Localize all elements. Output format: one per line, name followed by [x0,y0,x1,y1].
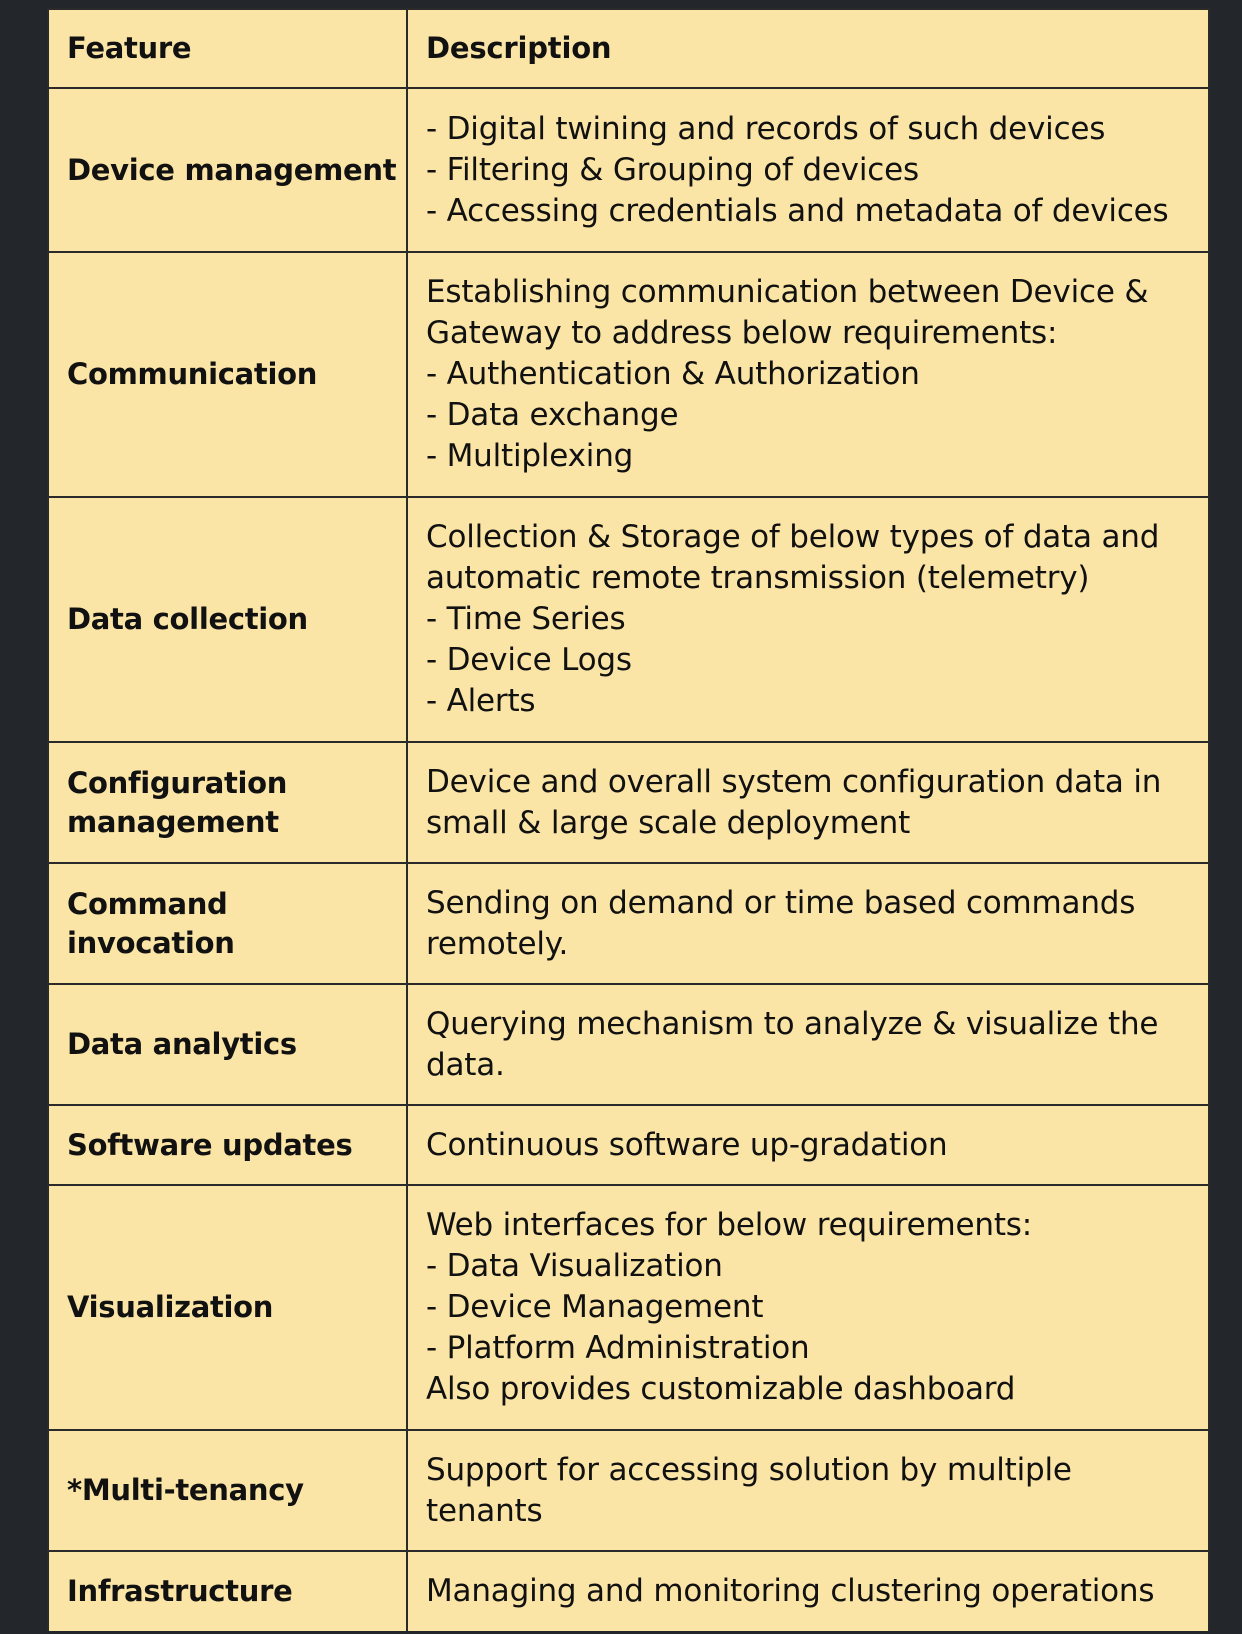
table-row [49,742,1208,863]
description-line: Gateway to address below requirements: [426,315,1058,351]
feature-cell [49,742,407,863]
description-line: Device and overall system configuration data in [426,763,1162,800]
description-line: - Accessing credentials and metadata of devices [426,192,1169,229]
description-line: remotely. [426,925,569,962]
description-cell [407,863,1208,984]
description-line: - Authentication & Authorization [426,356,920,392]
description-line: Web interfaces for below requirements: [426,1207,1032,1243]
description-line: - Platform Administration [426,1330,810,1366]
header-feature: Feature [49,10,407,88]
description-line: Sending on demand or time based commands [426,884,1136,921]
table-row [49,88,1208,252]
feature-description-table [49,10,1208,1631]
description-line: - Device Logs [426,642,632,678]
description-line: Continuous software up-gradation [426,1126,948,1163]
feature-cell [49,1185,407,1430]
description-line: Establishing communication between Device & [426,274,1149,310]
table-row [49,1551,1208,1631]
description-line: tenants [426,1492,543,1529]
feature-text: Configuration [67,765,288,800]
feature-cell [49,863,407,984]
description-cell [407,742,1208,863]
feature-text: Infrastructure [67,1574,293,1608]
description-line: Managing and monitoring clustering operations [426,1573,1155,1609]
feature-text: invocation [67,925,235,960]
description-cell [407,497,1208,742]
description-line: - Alerts [426,683,536,719]
table-row [49,1105,1208,1185]
feature-text: Data analytics [67,1027,297,1061]
description-cell [407,252,1208,497]
table-row [49,252,1208,497]
feature-text: Visualization [67,1290,274,1324]
feature-cell [49,88,407,252]
feature-text: Device management [67,152,397,187]
description-line: automatic remote transmission (telemetry) [426,560,1090,596]
feature-text: Communication [67,357,318,391]
description-line: data. [426,1046,505,1083]
description-line: Support for accessing solution by multiple [426,1451,1072,1488]
description-cell [407,1551,1208,1631]
description-line: - Data Visualization [426,1248,723,1284]
description-line: - Multiplexing [426,438,634,474]
table-header-row [49,10,1208,88]
feature-cell [49,497,407,742]
table-row [49,863,1208,984]
description-cell [407,88,1208,252]
description-line: - Digital twining and records of such devices [426,110,1106,147]
feature-table [47,8,1210,1631]
feature-cell [49,1551,407,1631]
feature-cell [49,1105,407,1185]
feature-text: Software updates [67,1127,353,1162]
description-line: - Data exchange [426,397,679,433]
feature-cell [49,252,407,497]
description-line: Querying mechanism to analyze & visualize the [426,1005,1159,1042]
description-line: Also provides customizable dashboard [426,1371,1016,1407]
table-row [49,497,1208,742]
feature-cell [49,984,407,1105]
table-row [49,984,1208,1105]
feature-text: management [67,804,279,839]
description-cell [407,1430,1208,1551]
feature-cell [49,1430,407,1551]
table-row [49,1185,1208,1430]
description-line: - Filtering & Grouping of devices [426,151,919,188]
description-cell [407,1185,1208,1430]
feature-text: *Multi-tenancy [67,1473,304,1507]
feature-text: Data collection [67,602,308,636]
table-row [49,1430,1208,1551]
feature-text: Command [67,886,228,921]
header-description: Description [407,10,1208,88]
description-cell [407,1105,1208,1185]
description-cell [407,984,1208,1105]
description-line: small & large scale deployment [426,804,911,841]
description-line: - Time Series [426,601,626,637]
description-line: Collection & Storage of below types of data and [426,519,1160,555]
description-line: - Device Management [426,1289,764,1325]
